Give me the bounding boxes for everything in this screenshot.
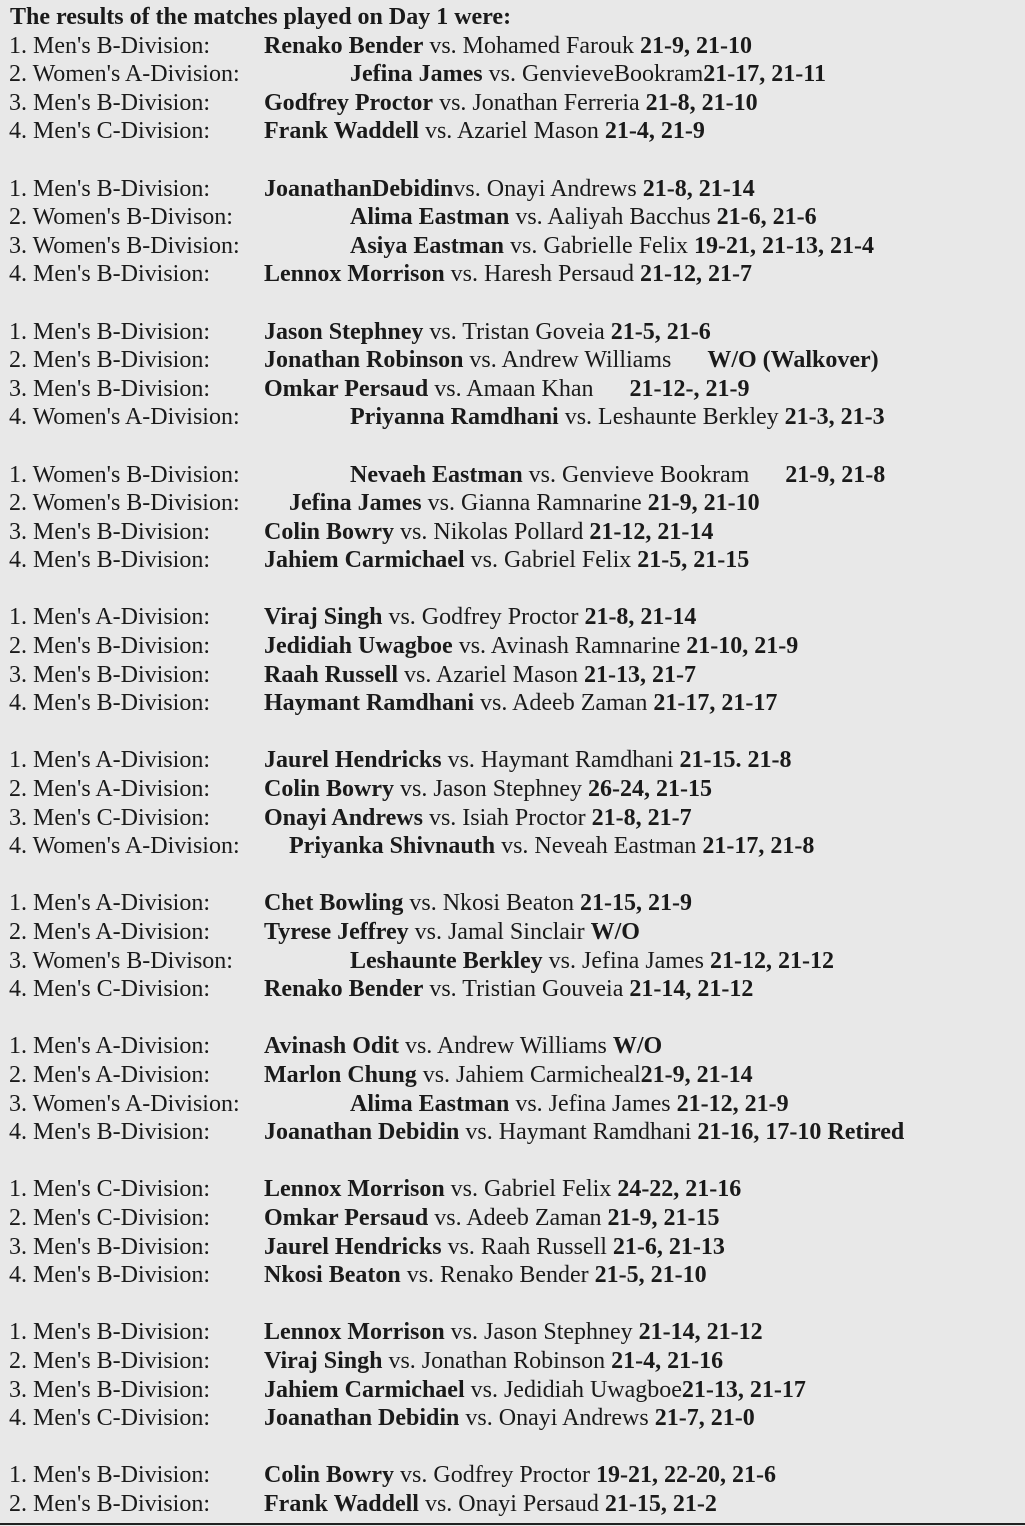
match-score: 21-9, 21-15: [607, 1204, 720, 1231]
winner-name: Jason Stephney: [264, 318, 424, 345]
match-score: 21-17, 21-11: [703, 61, 826, 88]
winner-name: Frank Waddell: [264, 1490, 419, 1517]
winner-name: Lennox Morrison: [264, 261, 445, 288]
match-group: [0, 461, 1025, 575]
match-score: 21-3, 21-3: [784, 404, 885, 431]
match-groups: [0, 32, 1025, 1519]
opponent-name: vs. Jedidiah Uwagboe: [464, 1376, 682, 1403]
match-line: [0, 403, 1025, 432]
match-line: [0, 804, 1025, 833]
match-detail: [264, 1175, 741, 1204]
match-detail: [264, 1204, 720, 1233]
match-detail: [264, 1376, 806, 1405]
match-score: 21-12, 21-9: [676, 1090, 789, 1117]
opponent-name: vs. Haresh Persaud: [444, 261, 640, 288]
winner-name: Jaurel Hendricks: [264, 1233, 442, 1260]
match-detail: [289, 832, 814, 861]
match-line: [0, 260, 1025, 289]
match-detail: [264, 117, 705, 146]
opponent-name: vs. Onayi Andrews: [459, 1405, 655, 1432]
division-label: 4. Men's B-Division:: [9, 1262, 210, 1289]
division-label: 1. Men's C-Division:: [9, 1176, 210, 1203]
match-line: [0, 346, 1025, 375]
winner-name: Nkosi Beaton: [264, 1262, 401, 1289]
match-score: 21-17, 21-8: [702, 833, 815, 860]
winner-name: Onayi Andrews: [264, 804, 423, 831]
document-title: The results of the matches played on Day 1 were:: [10, 4, 512, 30]
division-label: 4. Men's C-Division:: [9, 1405, 210, 1432]
match-detail: [264, 1261, 707, 1290]
match-score: 21-12, 21-12: [709, 947, 834, 974]
winner-name: Jedidiah Uwagboe: [264, 633, 453, 660]
match-score: 21-14, 21-12: [629, 976, 754, 1003]
match-line: [0, 689, 1025, 718]
winner-name: Alima Eastman: [350, 1090, 510, 1117]
opponent-name: vs. Amaan Khan: [428, 375, 630, 402]
match-score: 21-9, 21-14: [640, 1061, 753, 1088]
opponent-name: vs. Avinash Ramnarine: [452, 633, 687, 660]
opponent-name: vs. Genvieve Bookram: [522, 461, 786, 488]
match-detail: [264, 1233, 725, 1262]
match-line: [0, 832, 1025, 861]
winner-name: Colin Bowry: [264, 518, 395, 545]
match-line: [0, 947, 1025, 976]
opponent-name: vs. Jonathan Robinson: [382, 1347, 612, 1374]
match-group: [0, 889, 1025, 1003]
match-score: 21-4, 21-16: [611, 1347, 724, 1374]
division-label: 3. Men's B-Division:: [9, 661, 210, 688]
match-line: [0, 1175, 1025, 1204]
division-label: 1. Women's B-Division:: [9, 461, 240, 488]
opponent-name: vs. Nikolas Pollard: [394, 518, 590, 545]
match-detail: [264, 746, 792, 775]
opponent-name: vs. Leshaunte Berkley: [558, 404, 785, 431]
winner-name: Jonathan Robinson: [264, 347, 464, 374]
division-label: 3. Women's B-Division:: [9, 232, 240, 259]
winner-name: JoanathanDebidin: [264, 175, 454, 202]
opponent-name: vs. Gabriel Felix: [464, 547, 638, 574]
match-group: [0, 1461, 1025, 1518]
winner-name: Jahiem Carmichael: [264, 547, 465, 574]
match-detail: [264, 1347, 723, 1376]
match-score: 19-21, 21-13, 21-4: [694, 232, 874, 259]
opponent-name: vs. Aaliyah Bacchus: [509, 204, 717, 231]
match-detail: [264, 375, 750, 404]
opponent-name: vs. Jonathan Ferreria: [433, 89, 646, 116]
match-line: [0, 232, 1025, 261]
match-score: 21-8, 21-14: [642, 175, 755, 202]
match-score: 21-17, 21-17: [653, 690, 778, 717]
match-line: [0, 1261, 1025, 1290]
match-group: [0, 603, 1025, 717]
division-label: 4. Women's A-Division:: [9, 833, 240, 860]
division-label: 4. Men's B-Division:: [9, 547, 210, 574]
match-line: [0, 1461, 1025, 1490]
match-detail: [264, 775, 712, 804]
match-detail: [264, 346, 879, 375]
match-line: [0, 1090, 1025, 1119]
match-score: 21-15, 21-9: [580, 890, 693, 917]
opponent-name: vs. Jahiem Carmicheal: [416, 1061, 641, 1088]
winner-name: Alima Eastman: [350, 204, 510, 231]
match-group: [0, 1032, 1025, 1146]
division-label: 2. Men's B-Division:: [9, 1347, 210, 1374]
match-detail: [350, 1090, 789, 1119]
match-score: W/O: [612, 1033, 663, 1060]
match-line: [0, 203, 1025, 232]
division-label: 3. Women's A-Division:: [9, 1090, 240, 1117]
winner-name: Colin Bowry: [264, 776, 395, 803]
match-score: 21-16, 17-10 Retired: [697, 1119, 905, 1146]
winner-name: Omkar Persaud: [264, 1204, 429, 1231]
match-detail: [264, 518, 713, 547]
match-line: [0, 1061, 1025, 1090]
winner-name: Asiya Eastman: [350, 232, 505, 259]
match-detail: [264, 546, 749, 575]
winner-name: Frank Waddell: [264, 118, 419, 145]
opponent-name: vs. Haymant Ramdhani: [459, 1119, 698, 1146]
match-score: 21-12-, 21-9: [629, 375, 750, 402]
match-detail: [264, 32, 752, 61]
winner-name: Colin Bowry: [264, 1462, 395, 1489]
match-line: [0, 1376, 1025, 1405]
division-label: 2. Women's B-Division:: [9, 490, 240, 517]
match-score: 21-14, 21-12: [638, 1319, 763, 1346]
winner-name: Omkar Persaud: [264, 375, 429, 402]
opponent-name: vs. Jefina James: [542, 947, 710, 974]
opponent-name: vs. Tristian Gouveia: [423, 976, 630, 1003]
bottom-divider: [0, 1523, 1025, 1525]
winner-name: Jaurel Hendricks: [264, 747, 442, 774]
winner-name: Tyrese Jeffrey: [264, 919, 409, 945]
match-detail: [264, 975, 753, 1004]
division-label: 1. Men's B-Division:: [9, 32, 210, 59]
match-score: 21-8, 21-10: [645, 89, 758, 116]
opponent-name: vs. Jefina James: [509, 1090, 677, 1117]
division-label: 3. Men's C-Division:: [9, 804, 210, 831]
match-detail: [350, 203, 817, 232]
opponent-name: vs. GenvieveBookram: [482, 61, 704, 88]
match-detail: [264, 1318, 763, 1347]
division-label: 2. Women's A-Division:: [9, 61, 240, 88]
division-label: 1. Men's A-Division:: [9, 747, 210, 774]
winner-name: Joanathan Debidin: [264, 1119, 460, 1146]
winner-name: Renako Bender: [264, 32, 424, 59]
match-detail: [264, 804, 692, 833]
opponent-name: vs. Jason Stephney: [444, 1319, 639, 1346]
division-label: 2. Men's A-Division:: [9, 1061, 210, 1088]
match-score: 21-7, 21-0: [654, 1405, 755, 1432]
match-line: [0, 1118, 1025, 1147]
division-label: 2. Men's B-Division:: [9, 633, 210, 660]
opponent-name: vs. Azariel Mason: [398, 661, 584, 688]
match-line: [0, 318, 1025, 347]
match-line: [0, 32, 1025, 61]
match-detail: [264, 260, 752, 289]
match-line: [0, 89, 1025, 118]
winner-name: Priyanka Shivnauth: [289, 833, 496, 860]
winner-name: Priyanna Ramdhani: [350, 404, 559, 431]
match-detail: [264, 689, 777, 718]
winner-name: Lennox Morrison: [264, 1176, 445, 1203]
match-score: 26-24, 21-15: [588, 776, 712, 803]
match-score: 21-8, 21-7: [591, 804, 692, 831]
division-label: 1. Men's B-Division:: [9, 1319, 210, 1346]
opponent-name: vs. Nkosi Beaton: [403, 890, 581, 917]
match-group: [0, 1318, 1025, 1432]
match-line: [0, 1204, 1025, 1233]
match-detail: [264, 1061, 753, 1090]
match-score: 21-9, 21-10: [647, 490, 760, 517]
match-score: W/O: [590, 919, 640, 945]
match-line: [0, 918, 1025, 947]
winner-name: Avinash Odit: [264, 1033, 399, 1060]
opponent-name: vs. Adeeb Zaman: [474, 690, 654, 717]
opponent-name: vs. Tristan Goveia: [423, 318, 611, 345]
match-score: 21-10, 21-9: [686, 633, 799, 660]
match-detail: [264, 89, 758, 118]
opponent-name: vs. Renako Bender: [400, 1262, 595, 1289]
match-line: [0, 775, 1025, 804]
match-line: [0, 175, 1025, 204]
match-line: [0, 975, 1025, 1004]
opponent-name: vs. Gianna Ramnarine: [421, 490, 648, 517]
match-line: [0, 1490, 1025, 1519]
division-label: 3. Men's B-Division:: [9, 1233, 210, 1260]
match-line: [0, 1233, 1025, 1262]
division-label: 4. Men's B-Division:: [9, 1119, 210, 1146]
match-line: [0, 889, 1025, 918]
match-score: 21-8, 21-14: [584, 604, 697, 631]
division-label: 3. Men's B-Division:: [9, 1376, 210, 1403]
opponent-name: vs. Isiah Proctor: [422, 804, 592, 831]
winner-name: Nevaeh Eastman: [350, 461, 523, 488]
match-detail: [264, 1032, 662, 1061]
match-score: 21-12, 21-14: [589, 518, 714, 545]
match-score: 21-9, 21-8: [785, 461, 886, 488]
match-line: [0, 1347, 1025, 1376]
match-score: 21-4, 21-9: [604, 118, 705, 145]
match-detail: [350, 461, 885, 490]
opponent-name: vs. Gabrielle Felix: [504, 232, 694, 259]
match-line: [0, 603, 1025, 632]
division-label: 4. Men's B-Division:: [9, 261, 210, 288]
winner-name: Haymant Ramdhani: [264, 690, 475, 717]
match-detail: [350, 60, 826, 89]
division-label: 2. Men's B-Division:: [9, 347, 210, 374]
match-line: [0, 60, 1025, 89]
match-line: [0, 518, 1025, 547]
match-detail: [264, 175, 755, 204]
match-detail: [350, 947, 834, 976]
match-detail: [264, 918, 640, 947]
match-detail: [264, 1490, 717, 1519]
opponent-name: vs. Andrew Williams: [398, 1033, 613, 1060]
match-detail: [350, 403, 885, 432]
match-detail: [264, 661, 696, 690]
match-score: 24-22, 21-16: [617, 1176, 742, 1203]
match-score: 21-5, 21-6: [610, 318, 711, 345]
opponent-name: vs. Neveah Eastman: [495, 833, 703, 860]
match-score: 21-5, 21-10: [594, 1262, 707, 1289]
division-label: 4. Women's A-Division:: [9, 404, 240, 431]
match-line: [0, 461, 1025, 490]
division-label: 1. Men's B-Division:: [9, 175, 210, 202]
winner-name: Joanathan Debidin: [264, 1405, 460, 1432]
match-line: [0, 1404, 1025, 1433]
division-label: 1. Men's A-Division:: [9, 604, 210, 631]
opponent-name: vs. Haymant Ramdhani: [441, 747, 680, 774]
opponent-name: vs. Onayi Persaud: [418, 1490, 605, 1517]
match-line: [0, 746, 1025, 775]
match-group: [0, 746, 1025, 860]
division-label: 3. Men's B-Division:: [9, 518, 210, 545]
match-line: [0, 117, 1025, 146]
opponent-name: vs. Raah Russell: [441, 1233, 613, 1260]
division-label: 3. Women's B-Divison:: [9, 947, 233, 974]
match-line: [0, 661, 1025, 690]
winner-name: Jefina James: [350, 61, 483, 88]
winner-name: Viraj Singh: [264, 1347, 383, 1374]
division-label: 3. Men's B-Division:: [9, 375, 210, 402]
winner-name: Godfrey Proctor: [264, 89, 434, 116]
opponent-name: vs. Gabriel Felix: [444, 1176, 618, 1203]
match-detail: [264, 1461, 776, 1490]
match-line: [0, 1318, 1025, 1347]
match-group: [0, 318, 1025, 432]
division-label: 4. Men's C-Division:: [9, 976, 210, 1003]
match-score: 21-9, 21-10: [640, 32, 752, 59]
division-label: 2. Men's A-Division:: [9, 776, 210, 803]
winner-name: Raah Russell: [264, 661, 399, 688]
match-score: 19-21, 22-20, 21-6: [595, 1462, 776, 1489]
match-score: 21-6, 21-6: [716, 204, 817, 231]
match-detail: [264, 1118, 904, 1147]
match-detail: [264, 1404, 755, 1433]
winner-name: Viraj Singh: [264, 604, 383, 631]
match-line: [0, 632, 1025, 661]
match-score: 21-5, 21-15: [637, 547, 750, 574]
division-label: 2. Men's B-Division:: [9, 1490, 210, 1517]
opponent-name: vs. Mohamed Farouk: [423, 32, 640, 59]
division-label: 2. Women's B-Divison:: [9, 204, 233, 231]
match-line: [0, 546, 1025, 575]
division-label: 1. Men's B-Division:: [9, 1462, 210, 1489]
match-detail: [350, 232, 874, 261]
opponent-name: vs. Azariel Mason: [418, 118, 605, 145]
match-group: [0, 175, 1025, 289]
division-label: 2. Men's A-Division:: [9, 919, 210, 945]
division-label: 4. Men's B-Division:: [9, 690, 210, 717]
winner-name: Marlon Chung: [264, 1061, 417, 1088]
division-label: 2. Men's C-Division:: [9, 1204, 210, 1231]
match-score: 21-12, 21-7: [639, 261, 752, 288]
opponent-name: vs. Andrew Williams: [463, 347, 708, 374]
opponent-name: vs. Adeeb Zaman: [428, 1204, 608, 1231]
winner-name: Leshaunte Berkley: [350, 947, 543, 974]
match-detail: [289, 489, 760, 518]
division-label: 1. Men's B-Division:: [9, 318, 210, 345]
match-detail: [264, 318, 711, 347]
division-label: 3. Men's B-Division:: [9, 89, 210, 116]
match-line: [0, 375, 1025, 404]
opponent-name: vs. Jamal Sinclair: [408, 919, 591, 945]
division-label: 1. Men's A-Division:: [9, 890, 210, 917]
match-detail: [264, 889, 692, 918]
opponent-name: vs. Godfrey Proctor: [394, 1462, 596, 1489]
opponent-name: vs. Jason Stephney: [394, 776, 589, 803]
match-score: 21-15. 21-8: [679, 747, 792, 774]
match-score: 21-15, 21-2: [604, 1490, 717, 1517]
division-label: 4. Men's C-Division:: [9, 118, 210, 145]
division-label: 1. Men's A-Division:: [9, 1033, 210, 1060]
match-score: 21-13, 21-17: [681, 1376, 806, 1403]
winner-name: Jefina James: [289, 490, 422, 517]
match-score: 21-6, 21-13: [612, 1233, 725, 1260]
match-score: W/O (Walkover): [707, 347, 879, 374]
match-score: 21-13, 21-7: [584, 661, 696, 688]
opponent-name: vs. Godfrey Proctor: [382, 604, 585, 631]
match-detail: [264, 603, 696, 632]
match-line: [0, 489, 1025, 518]
winner-name: Chet Bowling: [264, 890, 404, 917]
winner-name: Lennox Morrison: [264, 1319, 445, 1346]
match-detail: [264, 632, 798, 661]
match-group: [0, 1175, 1025, 1289]
opponent-name: vs. Onayi Andrews: [453, 175, 643, 202]
match-line: [0, 1032, 1025, 1061]
winner-name: Jahiem Carmichael: [264, 1376, 465, 1403]
winner-name: Renako Bender: [264, 976, 424, 1003]
match-group: [0, 32, 1025, 146]
